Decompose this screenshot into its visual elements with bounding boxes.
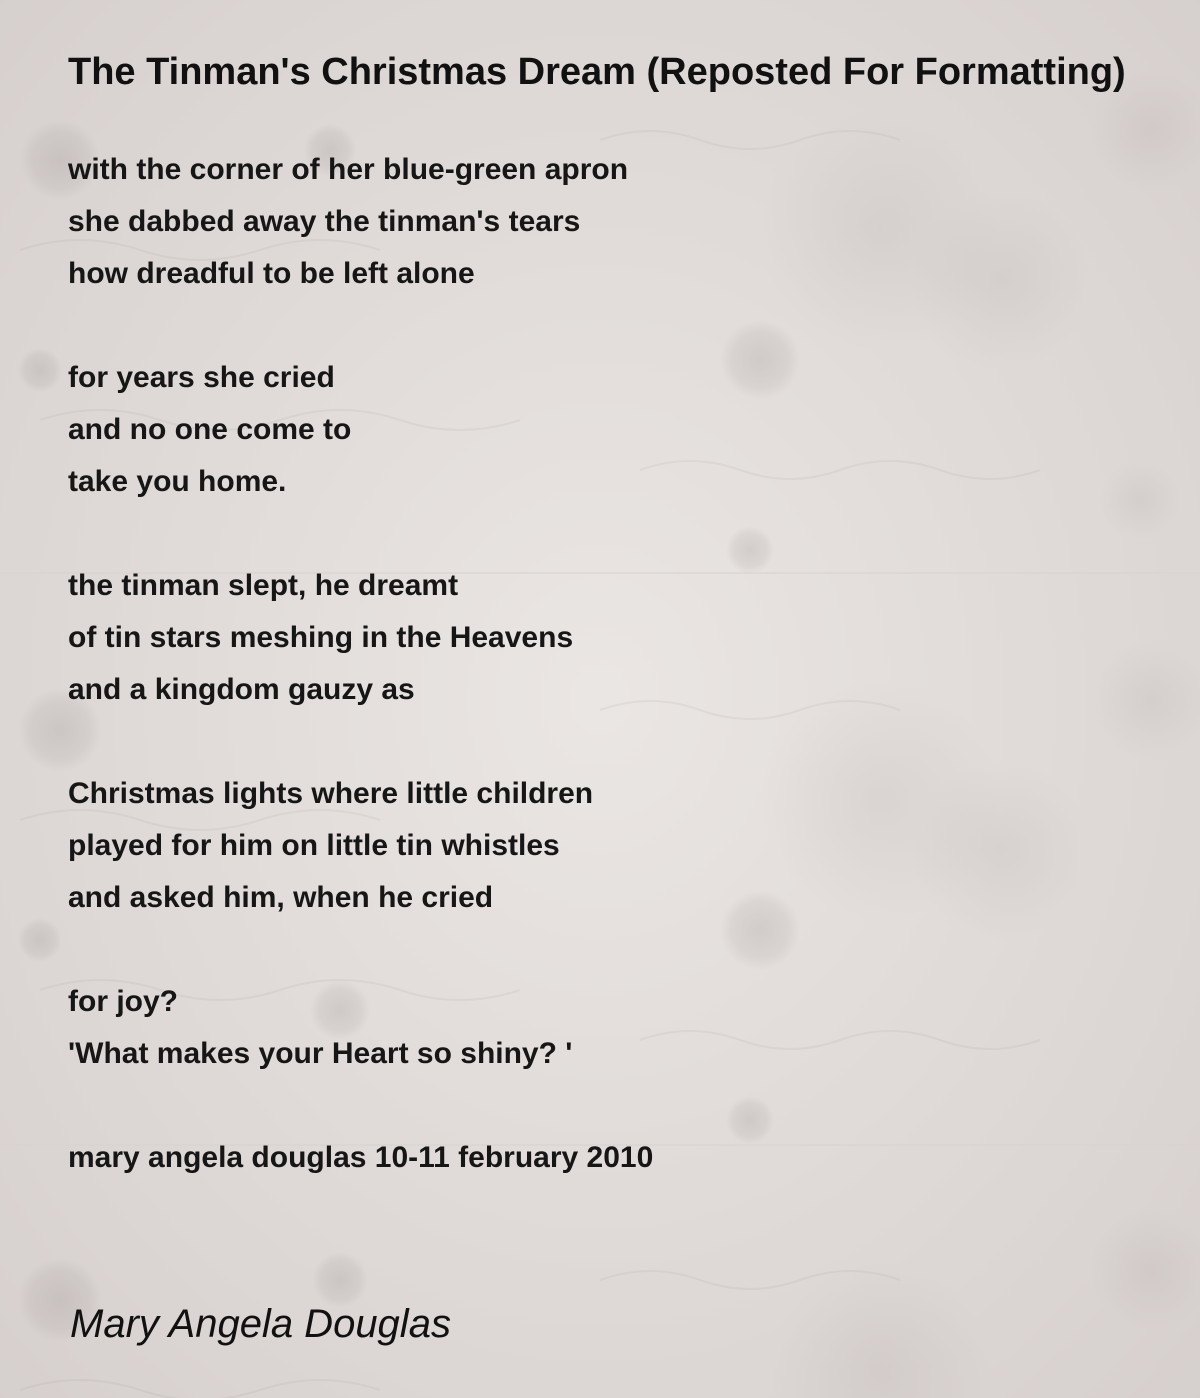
poem-line: how dreadful to be left alone [68,257,475,290]
poem-line: with the corner of her blue-green apron [68,153,629,186]
poem-line: played for him on little tin whistles [68,829,560,862]
stanza [68,352,1148,508]
poem-line: and asked him, when he cried [68,881,494,914]
poem-line: for years she cried [68,361,335,394]
poem-line: of tin stars meshing in the Heavens [68,621,574,654]
poem-line: take you home. [68,465,287,498]
poem-body [68,144,1148,1184]
poem-line: and no one come to [68,413,352,446]
ink-blot [18,918,62,962]
poem-line: she dabbed away the tinman's tears [68,205,581,238]
poem-line: the tinman slept, he dreamt [68,569,459,602]
stanza [68,560,1148,716]
poem-line: and a kingdom gauzy as [68,673,415,706]
poem-line: 'What makes your Heart so shiny? ' [68,1037,573,1070]
date-signature: mary angela douglas 10-11 february 2010 [68,1141,654,1174]
poem-title: The Tinman's Christmas Dream (Reposted For Formatting) [68,51,1126,93]
poem-line: Christmas lights where little children [68,777,594,810]
author-name: Mary Angela Douglas [70,1302,451,1346]
poem-content [68,50,1148,1184]
ink-blot [18,348,62,392]
stanza [68,768,1148,924]
poem-line: for joy? [68,985,178,1018]
stanza [68,144,1148,300]
stanza [68,976,1148,1080]
